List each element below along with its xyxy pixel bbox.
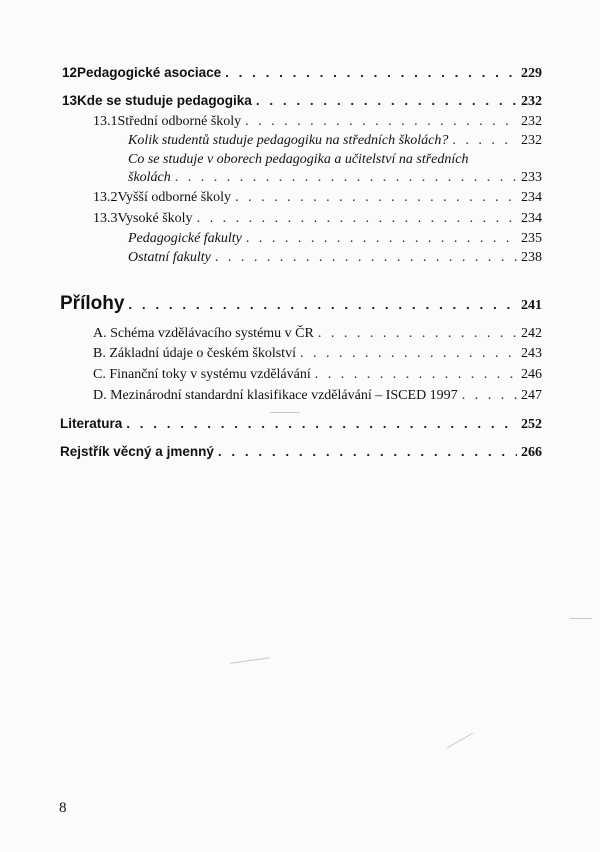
- entry-page: 234: [521, 190, 542, 205]
- section-number: 13.3: [93, 211, 118, 226]
- entry-title: B. Základní údaje o českém školství: [93, 346, 296, 361]
- toc-entry-priloha-b[interactable]: [93, 346, 542, 362]
- paper-mark: [447, 733, 473, 749]
- paper-mark: [230, 657, 270, 664]
- entry-title: Rejstřík věcný a jmenný: [60, 444, 214, 459]
- dot-leader: [175, 170, 517, 186]
- toc-entry-13-3[interactable]: [93, 211, 542, 227]
- entry-page: 238: [521, 250, 542, 265]
- entry-title: Střední odborné školy: [117, 114, 242, 129]
- toc-entry-priloha-a[interactable]: [93, 326, 542, 342]
- entry-page: 229: [521, 66, 542, 81]
- entry-title: Kolik studentů studuje pedagogiku na středních školách?: [128, 133, 449, 148]
- entry-page: 235: [521, 231, 542, 246]
- dot-leader: [315, 367, 517, 383]
- dot-leader: [300, 346, 517, 362]
- dot-leader: [245, 114, 517, 130]
- entry-page: 252: [521, 417, 542, 432]
- toc-entry-13-3-a[interactable]: [128, 231, 542, 247]
- dot-leader: [318, 326, 517, 342]
- entry-title: A. Schéma vzdělávacího systému v ČR: [93, 326, 314, 341]
- entry-title: Pedagogické asociace: [77, 65, 222, 80]
- toc-entry-prilohy[interactable]: [60, 293, 542, 315]
- entry-title: Literatura: [60, 416, 123, 431]
- entry-title: Pedagogické fakulty: [128, 231, 242, 246]
- dot-leader: [235, 190, 517, 206]
- dot-leader: [256, 93, 517, 108]
- toc-entry-literatura[interactable]: [60, 416, 542, 433]
- dot-leader: [126, 416, 517, 431]
- toc-entry-ch13[interactable]: [62, 93, 542, 110]
- entry-title: Kde se studuje pedagogika: [77, 93, 252, 108]
- section-number: 13.1: [93, 114, 118, 129]
- entry-title: Vysoké školy: [117, 211, 193, 226]
- section-number: 13.2: [93, 190, 118, 205]
- toc-entry-13-1[interactable]: [93, 114, 542, 130]
- chapter-number: 13: [62, 93, 78, 108]
- entry-page: 232: [521, 133, 542, 148]
- dot-leader: [225, 65, 517, 80]
- chapter-number: 12: [62, 65, 78, 80]
- dot-leader: [215, 250, 517, 266]
- entry-page: 233: [521, 170, 542, 185]
- toc-entry-priloha-c[interactable]: [93, 367, 542, 383]
- toc-entry-priloha-d[interactable]: [93, 388, 542, 404]
- page-number: 8: [59, 800, 67, 816]
- toc-entry-13-1-b[interactable]: [128, 170, 542, 186]
- toc-entry-13-3-b[interactable]: [128, 250, 542, 266]
- toc-entry-13-2[interactable]: [93, 190, 542, 206]
- paper-mark: [270, 412, 300, 413]
- entry-page: 242: [521, 326, 542, 341]
- entry-page: 232: [521, 114, 542, 129]
- dot-leader: [452, 133, 517, 149]
- dot-leader: [197, 211, 517, 227]
- entry-title: D. Mezinárodní standardní klasifikace vzdělávání – ISCED 1997: [93, 388, 458, 403]
- paper-mark: [570, 618, 592, 619]
- toc-entry-rejstrik[interactable]: [60, 444, 542, 461]
- entry-page: 243: [521, 346, 542, 361]
- dot-leader: [128, 297, 517, 312]
- dot-leader: [462, 388, 517, 404]
- entry-title: C. Finanční toky v systému vzdělávání: [93, 367, 311, 382]
- entry-page: 246: [521, 367, 542, 382]
- entry-page: 241: [521, 298, 542, 313]
- entry-title: Přílohy: [60, 293, 125, 314]
- entry-page: 266: [521, 445, 542, 460]
- toc-entry-13-1-a[interactable]: [128, 133, 542, 149]
- entry-page: 234: [521, 211, 542, 226]
- toc-entry-13-1-b-line1: Co se studuje v oborech pedagogika a učitelství na středních: [128, 152, 469, 167]
- entry-page: 247: [521, 388, 542, 403]
- entry-title: Vyšší odborné školy: [117, 190, 232, 205]
- entry-title: školách: [128, 170, 171, 185]
- entry-title: Ostatní fakulty: [128, 250, 211, 265]
- dot-leader: [246, 231, 517, 247]
- entry-page: 232: [521, 94, 542, 109]
- dot-leader: [218, 444, 517, 459]
- toc-entry-ch12[interactable]: [62, 65, 542, 82]
